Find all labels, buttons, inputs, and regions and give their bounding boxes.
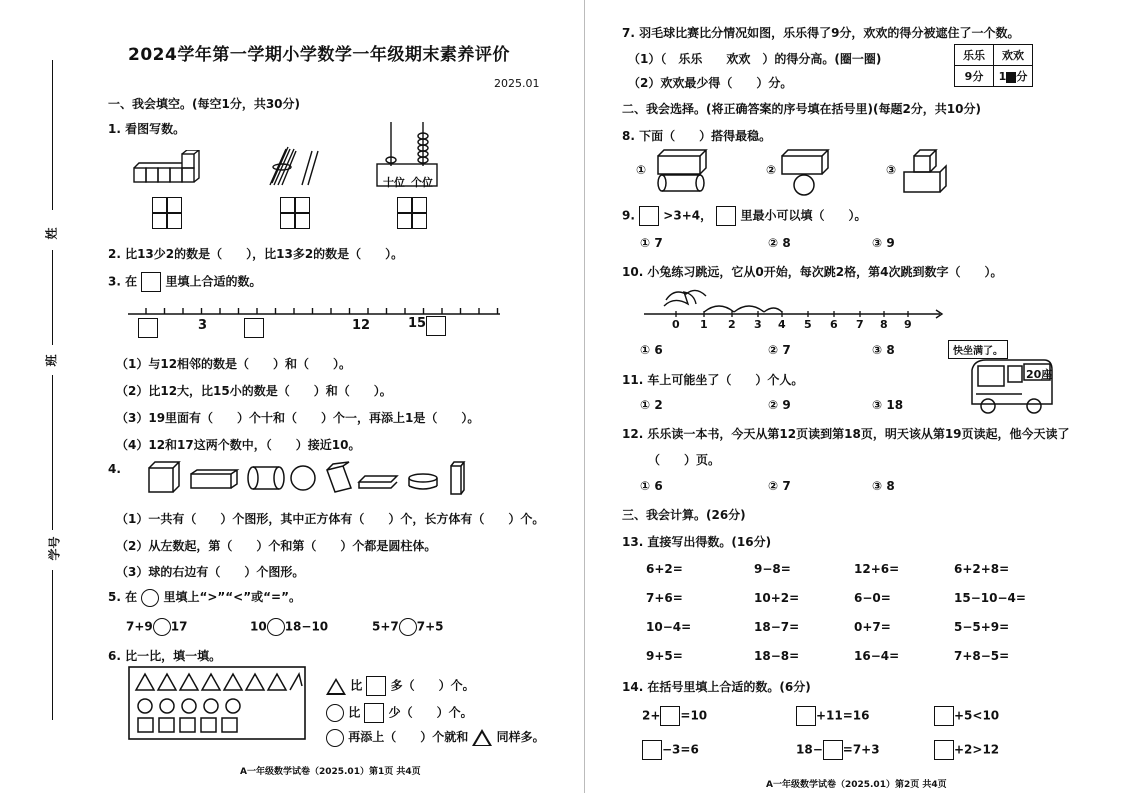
q5-item-3-right: 7+5 — [416, 619, 444, 634]
q10-num-4: 4 — [778, 318, 786, 331]
q1-text: 1. 看图写数。 — [108, 122, 186, 136]
q6-row-3-b: 同样多。 — [496, 730, 545, 744]
shapes-box — [128, 666, 308, 742]
q6-text: 6. 比一比，填一填。 — [108, 649, 222, 663]
q12-text: 12. 乐乐读一本书，今天从第12页读到第18页，明天该从第19页读起，他今天读了 — [622, 427, 1070, 441]
numberline-label-15: 15 — [408, 316, 427, 331]
section-1-heading: 一、我会填空。(每空1分，共30分) — [108, 97, 301, 111]
q13-text: 13. 直接写出得数。(16分) — [622, 535, 772, 549]
q9-box-1[interactable] — [639, 206, 659, 226]
q6-row-1 — [326, 676, 475, 696]
q11-option-1[interactable]: ① 2 — [640, 398, 663, 412]
score-header-huanhuan: 欢欢 — [994, 45, 1033, 66]
q14-item-2 — [796, 706, 870, 726]
q6-answer-box-2[interactable] — [364, 703, 384, 723]
calc-item[interactable]: 9−8= — [754, 562, 791, 576]
binding-label-name: 姓 — [44, 227, 59, 240]
q4-1-text: （1）一共有（ ）个图形，其中正方体有（ ）个，长方体有（ ）个。 — [116, 512, 545, 526]
q6-row-2-b: 少（ ）个。 — [388, 705, 473, 720]
q9-text — [622, 206, 867, 226]
q10-option-3[interactable]: ③ 8 — [872, 343, 895, 357]
q10-option-2[interactable]: ② 7 — [768, 343, 791, 357]
q4-text: 4. — [108, 462, 121, 476]
calc-item[interactable]: 18−7= — [754, 620, 800, 634]
binding-label-class: 班 — [44, 354, 59, 367]
box-symbol-icon — [141, 272, 161, 292]
q9-box-2[interactable] — [716, 206, 736, 226]
q5-item-3-left: 5+7 — [372, 619, 399, 634]
q14-item-3-a: +5<10 — [954, 708, 1000, 723]
q8-text: 8. 下面（ ）搭得最稳。 — [622, 129, 772, 143]
page-title: 2024学年第一学期小学数学一年级期末素养评价 — [128, 45, 510, 65]
calc-item[interactable]: 12+6= — [854, 562, 900, 576]
q10-text: 10. 小兔练习跳远，它从0开始，每次跳2格，第4次跳到数字（ ）。 — [622, 265, 1003, 279]
q14-item-2-a: +11=16 — [816, 708, 870, 723]
numberline-label-3: 3 — [198, 318, 208, 333]
rabbit-number-line — [644, 282, 944, 332]
q6-row-3-a: 再添上（ ）个就和 — [348, 730, 469, 744]
q3-3-text: （3）19里面有（ ）个十和（ ）个一，再添上1是（ ）。 — [116, 411, 480, 425]
q3-prefix: 3. 在 — [108, 274, 138, 289]
q5-prefix: 5. 在 — [108, 590, 138, 604]
q14-item-4-a: −3=6 — [662, 742, 699, 757]
bus-speech-bubble: 快坐满了。 — [948, 340, 1008, 359]
bus-seat-label: 20座 — [1026, 368, 1053, 381]
triangle-icon — [326, 678, 346, 695]
calc-item[interactable]: 7+6= — [646, 591, 683, 605]
solid-shapes-row — [145, 460, 475, 496]
q6-row-2 — [326, 703, 473, 723]
q10-num-6: 6 — [830, 318, 838, 331]
q7-2-text: （2）欢欢最少得（ ）分。 — [628, 76, 793, 90]
q9-option-2[interactable]: ② 8 — [768, 236, 791, 250]
q6-row-3 — [326, 728, 545, 747]
q7-1-text: （1）（ 乐乐 欢欢 ）的得分高。(圈一圈) — [628, 52, 882, 66]
q14-item-5-b: =7+3 — [842, 742, 880, 757]
calc-item[interactable]: 10−4= — [646, 620, 692, 634]
q14-box-2[interactable] — [796, 706, 816, 726]
q6-row-2-a: 比 — [348, 705, 361, 720]
calc-item[interactable]: 10+2= — [754, 591, 800, 605]
q3-4-text: （4）12和17这两个数中，（ ）接近10。 — [116, 438, 361, 452]
calc-item[interactable]: 0+7= — [854, 620, 891, 634]
calc-item[interactable]: 5−5+9= — [954, 620, 1010, 634]
compare-circle-1[interactable] — [153, 618, 171, 636]
calc-item[interactable]: 15−10−4= — [954, 591, 1026, 605]
q7-text: 7. 羽毛球比赛比分情况如图，乐乐得了9分，欢欢的得分被遮住了一个数。 — [622, 26, 1020, 40]
q5-item-2-left: 10 — [250, 619, 267, 634]
q3-1-text: （1）与12相邻的数是（ ）和（ ）。 — [116, 357, 352, 371]
q8-option-2-shape — [778, 148, 838, 196]
q5-item-2 — [250, 618, 328, 636]
q14-item-5 — [796, 740, 880, 760]
covered-digit-icon — [1006, 72, 1016, 83]
q5-item-1-left: 7+9 — [126, 619, 153, 634]
calc-item[interactable]: 9+5= — [646, 649, 683, 663]
q14-box-1[interactable] — [660, 706, 680, 726]
score-huanhuan — [994, 66, 1033, 87]
q14-item-1 — [642, 706, 707, 726]
compare-circle-2[interactable] — [267, 618, 285, 636]
circle-symbol-icon — [141, 589, 159, 607]
q10-num-3: 3 — [754, 318, 762, 331]
section-3-heading: 三、我会计算。(26分) — [622, 508, 746, 522]
q12-option-3[interactable]: ③ 8 — [872, 479, 895, 493]
q14-text: 14. 在括号里填上合适的数。(6分) — [622, 680, 811, 694]
score-table — [954, 44, 1033, 87]
q10-num-1: 1 — [700, 318, 708, 331]
answer-grid-3[interactable] — [397, 197, 427, 229]
q10-num-2: 2 — [728, 318, 736, 331]
q10-num-7: 7 — [856, 318, 864, 331]
q3-suffix: 里填上合适的数。 — [165, 274, 262, 289]
section-2-heading: 二、我会选择。(将正确答案的序号填在括号里)(每题2分，共10分) — [622, 102, 981, 116]
q12-text-2: （ ）页。 — [648, 453, 721, 467]
q14-box-4[interactable] — [642, 740, 662, 760]
cubes-picture — [130, 150, 210, 190]
q11-option-2[interactable]: ② 9 — [768, 398, 791, 412]
q9-option-3[interactable]: ③ 9 — [872, 236, 895, 250]
calc-item[interactable]: 6−0= — [854, 591, 891, 605]
score-lele: 9分 — [955, 66, 994, 87]
q3-text — [108, 272, 261, 292]
q14-box-6[interactable] — [934, 740, 954, 760]
q9-number: 9. — [622, 208, 635, 223]
q9-inequality: >3+4， — [663, 208, 713, 223]
numberline-answer-box-3[interactable] — [426, 316, 446, 336]
triangle-icon — [472, 729, 492, 746]
q5-item-3 — [372, 618, 444, 636]
sticks-picture — [266, 145, 336, 190]
q8-option-2-label[interactable]: ② — [766, 163, 777, 177]
numberline-label-12: 12 — [352, 318, 371, 333]
q14-item-3 — [934, 706, 999, 726]
q4-2-text: （2）从左数起，第（ ）个和第（ ）个都是圆柱体。 — [116, 539, 437, 553]
answer-grid-2[interactable] — [280, 197, 310, 229]
q10-num-8: 8 — [880, 318, 888, 331]
q14-item-4 — [642, 740, 699, 760]
page-divider — [584, 0, 585, 793]
q14-item-6-a: +2>12 — [954, 742, 1000, 757]
score-huanhuan-unit: 分 — [1016, 70, 1028, 83]
calc-item[interactable]: 6+2+8= — [954, 562, 1010, 576]
q9-option-1[interactable]: ① 7 — [640, 236, 663, 250]
q8-option-3-shape — [900, 148, 960, 196]
numberline-answer-box-2[interactable] — [244, 318, 264, 338]
q4-3-text: （3）球的右边有（ ）个图形。 — [116, 565, 305, 579]
q12-option-1[interactable]: ① 6 — [640, 479, 663, 493]
circle-icon — [326, 704, 344, 722]
q8-option-1-shape — [654, 148, 714, 194]
calc-item[interactable]: 18−8= — [754, 649, 800, 663]
binding-label-id: 学号 — [47, 536, 62, 561]
numberline-answer-box-1[interactable] — [138, 318, 158, 338]
q14-item-6 — [934, 740, 999, 760]
q14-box-5[interactable] — [823, 740, 843, 760]
q14-item-1-b: =10 — [680, 708, 708, 723]
score-header-lele: 乐乐 — [955, 45, 994, 66]
q9-question: 里最小可以填（ ）。 — [740, 208, 867, 223]
calc-item[interactable]: 16−4= — [854, 649, 900, 663]
answer-grid-1[interactable] — [152, 197, 182, 229]
exam-date: 2025.01 — [494, 77, 540, 90]
q5-item-1 — [126, 618, 187, 636]
page2-footer: A一年级数学试卷（2025.01）第2页 共4页 — [766, 780, 947, 790]
score-huanhuan-digit: 1 — [998, 70, 1007, 83]
q11-option-3[interactable]: ③ 18 — [872, 398, 904, 412]
calc-item[interactable]: 6+2= — [646, 562, 683, 576]
q14-item-1-a: 2+ — [642, 708, 661, 723]
q10-option-1[interactable]: ① 6 — [640, 343, 663, 357]
q11-text: 11. 车上可能坐了（ ）个人。 — [622, 373, 804, 387]
q10-num-0: 0 — [672, 318, 680, 331]
q6-row-1-b: 多（ ）个。 — [390, 678, 475, 693]
compare-circle-3[interactable] — [399, 618, 417, 636]
q3-2-text: （2）比12大，比15小的数是（ ）和（ ）。 — [116, 384, 392, 398]
q2-text: 2. 比13少2的数是（ ），比13多2的数是（ ）。 — [108, 247, 404, 261]
q5-text — [108, 588, 301, 607]
q12-option-2[interactable]: ② 7 — [768, 479, 791, 493]
q14-item-5-a: 18− — [796, 742, 823, 757]
abacus-tens-label: 十位 — [383, 176, 405, 189]
q6-answer-box-1[interactable] — [366, 676, 386, 696]
page1-footer: A一年级数学试卷（2025.01）第1页 共4页 — [240, 767, 421, 777]
q6-row-1-a: 比 — [350, 678, 363, 693]
calc-item[interactable]: 7+8−5= — [954, 649, 1010, 663]
abacus-ones-label: 个位 — [411, 176, 433, 189]
q5-item-1-right: 17 — [170, 619, 188, 634]
q10-num-5: 5 — [804, 318, 812, 331]
q5-suffix: 里填上“>”“<”或“=”。 — [163, 590, 301, 604]
q14-box-3[interactable] — [934, 706, 954, 726]
q8-option-1-label[interactable]: ① — [636, 163, 647, 177]
q10-num-9: 9 — [904, 318, 912, 331]
q5-item-2-right: 18−10 — [284, 619, 329, 634]
circle-icon — [326, 729, 344, 747]
q8-option-3-label[interactable]: ③ — [886, 163, 897, 177]
